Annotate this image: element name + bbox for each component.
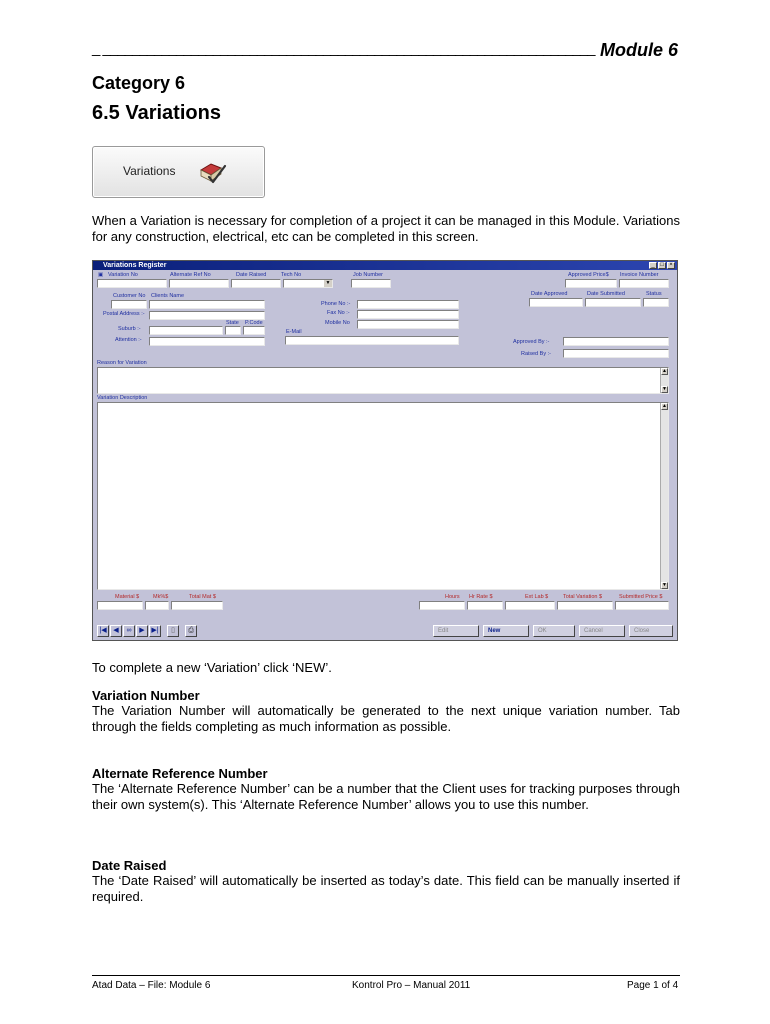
job-number-field[interactable] (351, 279, 391, 288)
first-record-icon[interactable]: |◀ (97, 625, 109, 637)
label-approved-price: Approved Price$ (568, 272, 609, 278)
scroll-up-icon[interactable]: ▲ (662, 403, 667, 409)
window-title: Variations Register (103, 262, 167, 269)
footer-center: Kontrol Pro – Manual 2011 (352, 980, 471, 991)
label-customer-no: Customer No (113, 293, 146, 299)
new-button[interactable]: New (483, 625, 529, 637)
label-ext-lab: Ext Lab $ (525, 594, 549, 600)
text-date-raised: The ‘Date Raised’ will automatically be inserted as today’s date. This field can be manually inserted if required. (92, 873, 680, 904)
label-total-variation: Total Variation $ (563, 594, 603, 600)
scroll-up-icon[interactable]: ▲ (662, 368, 667, 374)
clients-name-field[interactable] (149, 300, 265, 309)
fax-field[interactable] (357, 310, 459, 319)
label-hr-rate: Hr Rate $ (469, 594, 493, 600)
label-tech-no: Tech No (281, 272, 302, 278)
scroll-down-icon[interactable]: ▼ (662, 582, 667, 588)
scroll-down-icon[interactable]: ▼ (662, 386, 667, 392)
approved-by-field[interactable] (563, 337, 669, 346)
label-job-number: Job Number (353, 272, 383, 278)
variations-button-label: Variations (123, 164, 176, 178)
footer-left: Atad Data – File: Module 6 (92, 980, 211, 991)
label-clients-name: Clients Name (151, 293, 185, 299)
close-button[interactable]: Close (629, 625, 673, 637)
reason-textarea[interactable] (97, 367, 669, 394)
header-rule: _ ___________________________________________________________________ (92, 40, 595, 57)
description-scrollbar[interactable] (660, 403, 668, 589)
suburb-field[interactable] (149, 326, 223, 335)
customer-no-field[interactable] (111, 300, 147, 309)
label-postal-address: Postal Address :- (103, 311, 145, 317)
label-date-submitted: Date Submitted (587, 291, 625, 297)
status-field[interactable] (643, 298, 669, 307)
window-titlebar (93, 261, 677, 270)
label-attention: Attention :- (115, 337, 142, 343)
approved-price-field[interactable] (565, 279, 617, 288)
variations-module-button[interactable] (92, 146, 265, 198)
label-mobile: Mobile No (325, 320, 350, 326)
label-mk: Mk%$ (153, 594, 169, 600)
tech-no-select[interactable] (283, 279, 333, 288)
email-field[interactable] (285, 336, 459, 345)
next-record-icon[interactable]: ▶ (136, 625, 148, 637)
label-description: Variation Description (97, 395, 148, 401)
label-submitted-price: Submitted Price $ (619, 594, 663, 600)
label-date-raised: Date Raised (236, 272, 267, 278)
date-raised-field[interactable] (231, 279, 281, 288)
label-approved-by: Approved By :- (513, 339, 550, 345)
label-variation-no: Variation No (108, 272, 138, 278)
mobile-field[interactable] (357, 320, 459, 329)
header-module-title: Module 6 (599, 40, 678, 60)
print-icon[interactable]: ⎙ (185, 625, 197, 637)
heading-alternate-reference: Alternate Reference Number (92, 766, 268, 781)
variations-register-window (92, 260, 678, 641)
postal-address-field[interactable] (149, 311, 265, 320)
label-fax: Fax No :- (327, 310, 350, 316)
state-field[interactable] (225, 326, 241, 335)
pcode-field[interactable] (243, 326, 265, 335)
edit-button[interactable]: Edit (433, 625, 479, 637)
label-pcode: P.Code (245, 320, 263, 326)
text-alternate-reference: The ‘Alternate Reference Number’ can be a number that the Client uses for tracking purposes through their own system(s). This ‘Alternate Reference Number’ allows you to use this number. (92, 781, 680, 812)
label-status: Status (646, 291, 662, 297)
label-material: Material $ (115, 594, 140, 600)
label-suburb: Suburb :- (118, 326, 141, 332)
maximize-icon[interactable]: □ (658, 262, 666, 269)
description-textarea[interactable] (97, 402, 669, 590)
reason-scrollbar[interactable] (660, 368, 668, 393)
label-hours: Hours (445, 594, 460, 600)
attention-field[interactable] (149, 337, 265, 346)
alternate-ref-field[interactable] (169, 279, 229, 288)
category-heading: Category 6 (92, 73, 186, 93)
chevron-down-icon[interactable]: ▼ (325, 280, 331, 286)
raised-by-field[interactable] (563, 349, 669, 358)
ok-button[interactable]: OK (533, 625, 575, 637)
label-date-approved: Date Approved (531, 291, 568, 297)
phone-field[interactable] (357, 300, 459, 309)
ext-lab-field[interactable] (505, 601, 555, 610)
label-state: State (226, 320, 239, 326)
section-title: 6.5 Variations (92, 102, 221, 124)
clear-icon[interactable]: ▯ (167, 625, 179, 637)
last-record-icon[interactable]: ▶| (149, 625, 161, 637)
instructions: To complete a new ‘Variation’ click ‘NEW’. (92, 660, 332, 675)
previous-record-icon[interactable]: ◀ (110, 625, 122, 637)
book-check-icon (197, 158, 227, 188)
date-submitted-field[interactable] (585, 298, 641, 307)
invoice-number-field[interactable] (619, 279, 669, 288)
total-variation-field[interactable] (557, 601, 613, 610)
hr-rate-field[interactable] (467, 601, 503, 610)
label-reason: Reason for Variation (97, 360, 147, 366)
close-icon[interactable]: × (667, 262, 675, 269)
material-field[interactable] (97, 601, 143, 610)
footer-rule (92, 975, 680, 976)
label-total-mat: Total Mat $ (189, 594, 216, 600)
page-header (92, 40, 680, 62)
label-raised-by: Raised By :- (521, 351, 551, 357)
heading-date-raised: Date Raised (92, 858, 167, 873)
label-invoice-number: Invoice Number (620, 272, 659, 278)
window-menu-icon[interactable]: ▣ (98, 272, 104, 278)
hours-field[interactable] (419, 601, 465, 610)
total-mat-field[interactable] (171, 601, 223, 610)
label-phone: Phone No :- (321, 301, 351, 307)
heading-variation-number: Variation Number (92, 688, 200, 703)
footer-page-number: Page 1 of 4 (627, 980, 679, 991)
submitted-price-field[interactable] (615, 601, 669, 610)
date-approved-field[interactable] (529, 298, 583, 307)
minimize-icon[interactable]: _ (649, 262, 657, 269)
cancel-button[interactable]: Cancel (579, 625, 625, 637)
label-email: E-Mail (286, 329, 302, 335)
variation-no-field[interactable] (97, 279, 167, 288)
mk-field[interactable] (145, 601, 169, 610)
intro-paragraph: When a Variation is necessary for completion of a project it can be managed in this Module. Variations for any construction, electrical, etc can be completed in this screen. (92, 213, 680, 244)
label-alternate-ref: Alternate Ref No (170, 272, 211, 278)
text-variation-number: The Variation Number will automatically be generated to the next unique variation number. Tab through the fields completing as much information as possible. (92, 703, 680, 734)
find-binoculars-icon[interactable]: ∞ (123, 625, 135, 637)
